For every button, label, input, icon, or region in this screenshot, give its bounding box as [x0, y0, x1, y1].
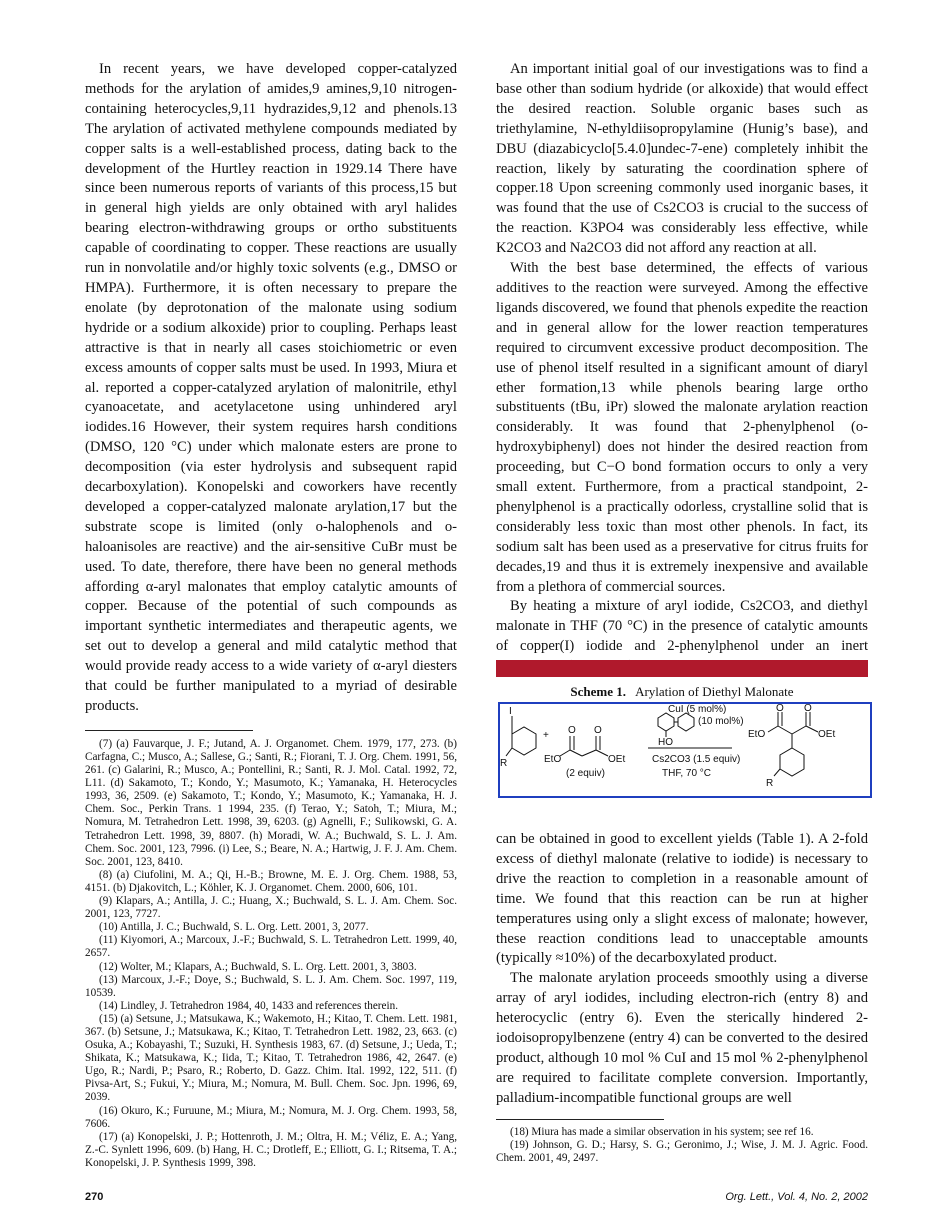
- footnote: (11) Kiyomori, A.; Marcoux, J.-F.; Buchwald, S. L. Tetrahedron Lett. 1999, 40, 2657.: [85, 934, 457, 960]
- footnote-rule: [496, 1119, 664, 1120]
- footnote: (7) (a) Fauvarque, J. F.; Jutand, A. J. Organomet. Chem. 1979, 177, 273. (b) Carfagna, C.; Musco, A.; Sallese, G.; Santi, R.; Fiorani, T. J. Org. Chem. 1991, 56, 261. (c) Galarini, R.; Musco, A.; Pontellini, R.; Santi, R. J. Mol. Catal. 1992, 72, L11. (d) Sakamoto, T.; Kondo, Y.; Masumoto, K.; Yamanaka, H. Heterocycles 1993, 36, 2509. (e) Sakamoto, T.; Kondo, Y.; Masumoto, K.; Yamanaka, H. J. Chem. Soc., Perkin Trans. 1 1994, 235. (f) Terao, Y.; Satoh, T.; Miura, M.; Nomura, M. Tetrahedron Lett. 1998, 39, 6203. (g) Agnelli, F.; Sulikowski, G. A. Tetrahedron Lett. 1998, 39, 8807. (h) Moradi, W. A.; Buchwald, S. L. J. Am. Chem. Soc. 2001, 123, 7996. (i) Lee, S.; Beare, N. A.; Hartwig, J. F. J. Am. Chem. Soc. 2001, 123, 8410.: [85, 737, 457, 868]
- scheme-label: Scheme 1.: [570, 684, 627, 699]
- benzene-ring: [658, 713, 674, 731]
- reagent-label: THF, 70 °C: [662, 768, 712, 779]
- scheme-header-bar: [496, 660, 868, 677]
- reagent-label: (10 mol%): [698, 716, 744, 727]
- bond: [582, 750, 596, 756]
- scheme-title: Arylation of Diethyl Malonate: [635, 684, 794, 699]
- bond: [506, 748, 512, 756]
- right-body-top: [496, 60, 868, 677]
- footnote: (15) (a) Setsune, J.; Matsukawa, K.; Wakemoto, H.; Kitao, T. Chem. Lett. 1981, 367. (b) Setsune, J.; Matsukawa, K.; Kitao, T. Tetrahedron Lett. 1982, 23, 663. (c) Osuka, A.; Kobayashi, T.; Suzuki, H. Synthesis 1983, 67. (d) Setsune, J.; Ueda, T.; Shikata, K.; Matsukawa, K.; Iida, T.; Kitao, T. Tetrahedron 1986, 42, 2647. (e) Ugo, R.; Nardi, P.; Psaro, R.; Roberto, D. Gazz. Chim. Ital. 1992, 122, 511. (f) Pivsa-Art, S.; Fukui, Y.; Miura, M.; Nomura, M. Bull. Chem. Soc. Jpn. 1996, 69, 2039.: [85, 1012, 457, 1104]
- paragraph: can be obtained in good to excellent yields (Table 1). A 2-fold excess of diethyl malonate (relative to iodide) is necessary to drive the reaction to completion in a reasonable amount of time. We found that this reaction can be run at higher temperatures using only a slight excess of malonate; however, these reaction conditions lead to unacceptable amounts (typically ≈10%) of the decarboxylated product.: [496, 831, 868, 967]
- reagent-label: CuI (5 mol%): [668, 704, 727, 715]
- footnote: (16) Okuro, K.; Furuune, M.; Miura, M.; Nomura, M. J. Org. Chem. 1993, 58, 7606.: [85, 1104, 457, 1130]
- benzene-ring: [780, 748, 804, 776]
- right-column-bottom: [496, 830, 868, 1165]
- footnote-rule: [85, 730, 253, 731]
- bond: [596, 750, 608, 756]
- bond: [778, 726, 792, 734]
- right-body-bottom: [496, 830, 868, 1109]
- left-column: [85, 60, 457, 1170]
- paragraph: By heating a mixture of aryl iodide, Cs2CO3, and diethyl malonate in THF (70 °C) in the presence of catalytic amounts of copper(I) iodide and 2-phenylphenol under an inert: [496, 598, 868, 655]
- atom-label: OEt: [818, 729, 836, 740]
- atom-label: EtO: [544, 754, 562, 765]
- bond: [570, 750, 582, 756]
- reagent-label: Cs2CO3 (1.5 equiv): [652, 754, 741, 765]
- atom-label: OEt: [608, 754, 626, 765]
- page-number: 270: [85, 1191, 104, 1203]
- bond: [792, 726, 806, 734]
- footnote: (18) Miura has made a similar observation in his system; see ref 16.: [510, 1125, 814, 1138]
- equiv-label: (2 equiv): [566, 768, 605, 779]
- atom-label: O: [568, 725, 576, 736]
- scheme-caption: [496, 684, 868, 700]
- atom-label: O: [804, 704, 812, 714]
- footnote: (8) (a) Ciufolini, M. A.; Qi, H.-B.; Browne, M. E. J. Org. Chem. 1988, 53, 4151. (b) Djakovitch, L.; Köhler, K. J. Organomet. Chem. 2000, 606, 101.: [85, 868, 457, 894]
- benzene-ring: [678, 713, 694, 731]
- footnote: (9) Klapars, A.; Antilla, J. C.; Huang, X.; Buchwald, S. L. J. Am. Chem. Soc. 2001, 123, 7727.: [85, 895, 457, 921]
- benzene-ring: [512, 727, 536, 755]
- plus-sign: +: [543, 730, 549, 741]
- atom-label: O: [594, 725, 602, 736]
- atom-label: EtO: [748, 729, 766, 740]
- atom-label: O: [776, 704, 784, 714]
- atom-label: I: [509, 706, 512, 717]
- atom-label: HO: [658, 737, 673, 748]
- footnote: (12) Wolter, M.; Klapars, A.; Buchwald, S. L. Org. Lett. 2001, 3, 3803.: [99, 960, 417, 973]
- left-footnotes: [85, 738, 457, 1170]
- footnote: (19) Johnson, G. D.; Harsy, S. G.; Geronimo, J.; Wise, J. M. J. Agric. Food. Chem. 2001, 49, 2497.: [496, 1138, 868, 1164]
- footnote: (13) Marcoux, J.-F.; Doye, S.; Buchwald, S. L. J. Am. Chem. Soc. 1997, 119, 10539.: [85, 973, 457, 999]
- footnote: (17) (a) Konopelski, J. P.; Hottenroth, J. M.; Oltra, H. M.; Véliz, E. A.; Yang, Z.-C. Synlett 1996, 609. (b) Hang, H. C.; Drotleff, E.; Elliott, G. I.; Ritsema, T. A.; Konopelski, J. P. Synthesis 1999, 398.: [85, 1130, 457, 1169]
- journal-citation: Org. Lett., Vol. 4, No. 2, 2002: [725, 1191, 868, 1203]
- paragraph: An important initial goal of our investigations was to find a base other than sodium hydride (or alkoxide) that would effect the desired reaction. Soluble organic bases such as triethylamine, N-ethyldiisopropylamine (Hunig’s base), and DBU (diazabicyclo[5.4.0]undec-7-ene) completely inhibit the reaction, likely by saturating the coordination sphere of copper.18 Upon screening commonly used inorganic bases, it was found that the use of Cs2CO3 is crucial to the success of the reaction. K3PO4 was considerably less effective, while K2CO3 and Na2CO3 did not afford any reaction at all.: [496, 61, 868, 257]
- right-footnotes: [496, 1126, 868, 1165]
- paragraph: In recent years, we have developed copper-catalyzed methods for the arylation of amides,9 amines,9,10 nitrogen-containing heterocycles,9,11 hydrazides,9,12 and phenols.13 The arylation of activated methylene compounds mediated by copper salts is a well-established process, dating back to the development of the Hurtley reaction in 1929.14 There have since been numerous reports of variants of this process,15 but in general high yields are only obtained with aryl halides bearing electron-withdrawing groups or ortho substituents capable of coordinating to copper. These reactions are usually run in nonvolatile and/or highly toxic solvents (e.g., DMSO or HMPA). Furthermore, it is often necessary to prepare the enolate (by deprotonation of the malonate using sodium hydride or a sodium alkoxide) prior to coupling. Perhaps least attractive is that in nearly all cases stoichiometric or even excess amounts of copper salts must be used. In 1993, Miura et al. reported a copper-catalyzed arylation of malonitrile, ethyl cyanoacetate, and acetylacetone using unhindered aryl iodides.16 However, their system requires harsh conditions (DMSO, 120 °C) under which malonate esters are prone to decomposition (via ester hydrolysis and subsequent rapid decarboxylation). Konopelski and coworkers have recently developed a copper-catalyzed malonate arylation,17 but the substrate scope is limited (only o-halophenols and o-haloanisoles are reactive) and the air-sensitive CuBr must be used. To date, therefore, there have been no general methods affording α-aryl malonates that employ catalytic amounts of copper. Because of the potential of such compounds as important synthetic intermediates and therapeutic agents, we set out to develop a general and mild catalytic method that would provide ready access to a wide variety of α-aryl diesters that could be further manipulated to a myriad of desirable products.: [85, 61, 457, 714]
- left-body: [85, 60, 457, 717]
- reaction-scheme-drawing: [500, 704, 870, 796]
- footnote: (14) Lindley, J. Tetrahedron 1984, 40, 1433 and references therein.: [99, 999, 399, 1012]
- scheme-figure: [498, 702, 872, 798]
- bond: [774, 769, 780, 776]
- paragraph: With the best base determined, the effects of various additives to the reaction were surveyed. Among the effective ligands discovered, we found that phenols expedite the reaction and in general allow for the lower reaction temperatures required to circumvent excessive product decomposition. The use of phenol itself resulted in a significant amount of diaryl ether formation,13 while phenols bearing large ortho substituents (tBu, iPr) slowed the malonate arylation reaction considerably. It was found that 2-phenylphenol (o-hydroxybiphenyl) does not hinder the desired reaction from proceeding, but C−O bond formation occurs to only a very small extent. Furthermore, from a practical standpoint, 2-phenylphenol is a practically odorless, crystalline solid that is considerably less toxic than most other phenols. In fact, its sodium salt has been used as a preservative for citrus fruits for decades,19 and thus it is extremely inexpensive and available from a plethora of commercial sources.: [496, 260, 868, 595]
- atom-label: R: [500, 758, 508, 769]
- bond: [806, 726, 818, 732]
- bond: [560, 750, 570, 756]
- footnote: (10) Antilla, J. C.; Buchwald, S. L. Org. Lett. 2001, 3, 2077.: [99, 921, 369, 934]
- paragraph: The malonate arylation proceeds smoothly using a diverse array of aryl iodides, including electron-rich (entry 8) and heterocyclic (entry 6). Even the sterically hindered 2-iodoisopropylbenzene (entry 4) can be converted to the desired product, although 10 mol % CuI and 15 mol % 2-phenylphenol are required to facilitate complete conversion. Importantly, palladium-incompatible functional groups are well: [496, 970, 868, 1106]
- right-column-top: [496, 60, 868, 677]
- bond: [768, 726, 778, 732]
- atom-label: R: [766, 778, 774, 789]
